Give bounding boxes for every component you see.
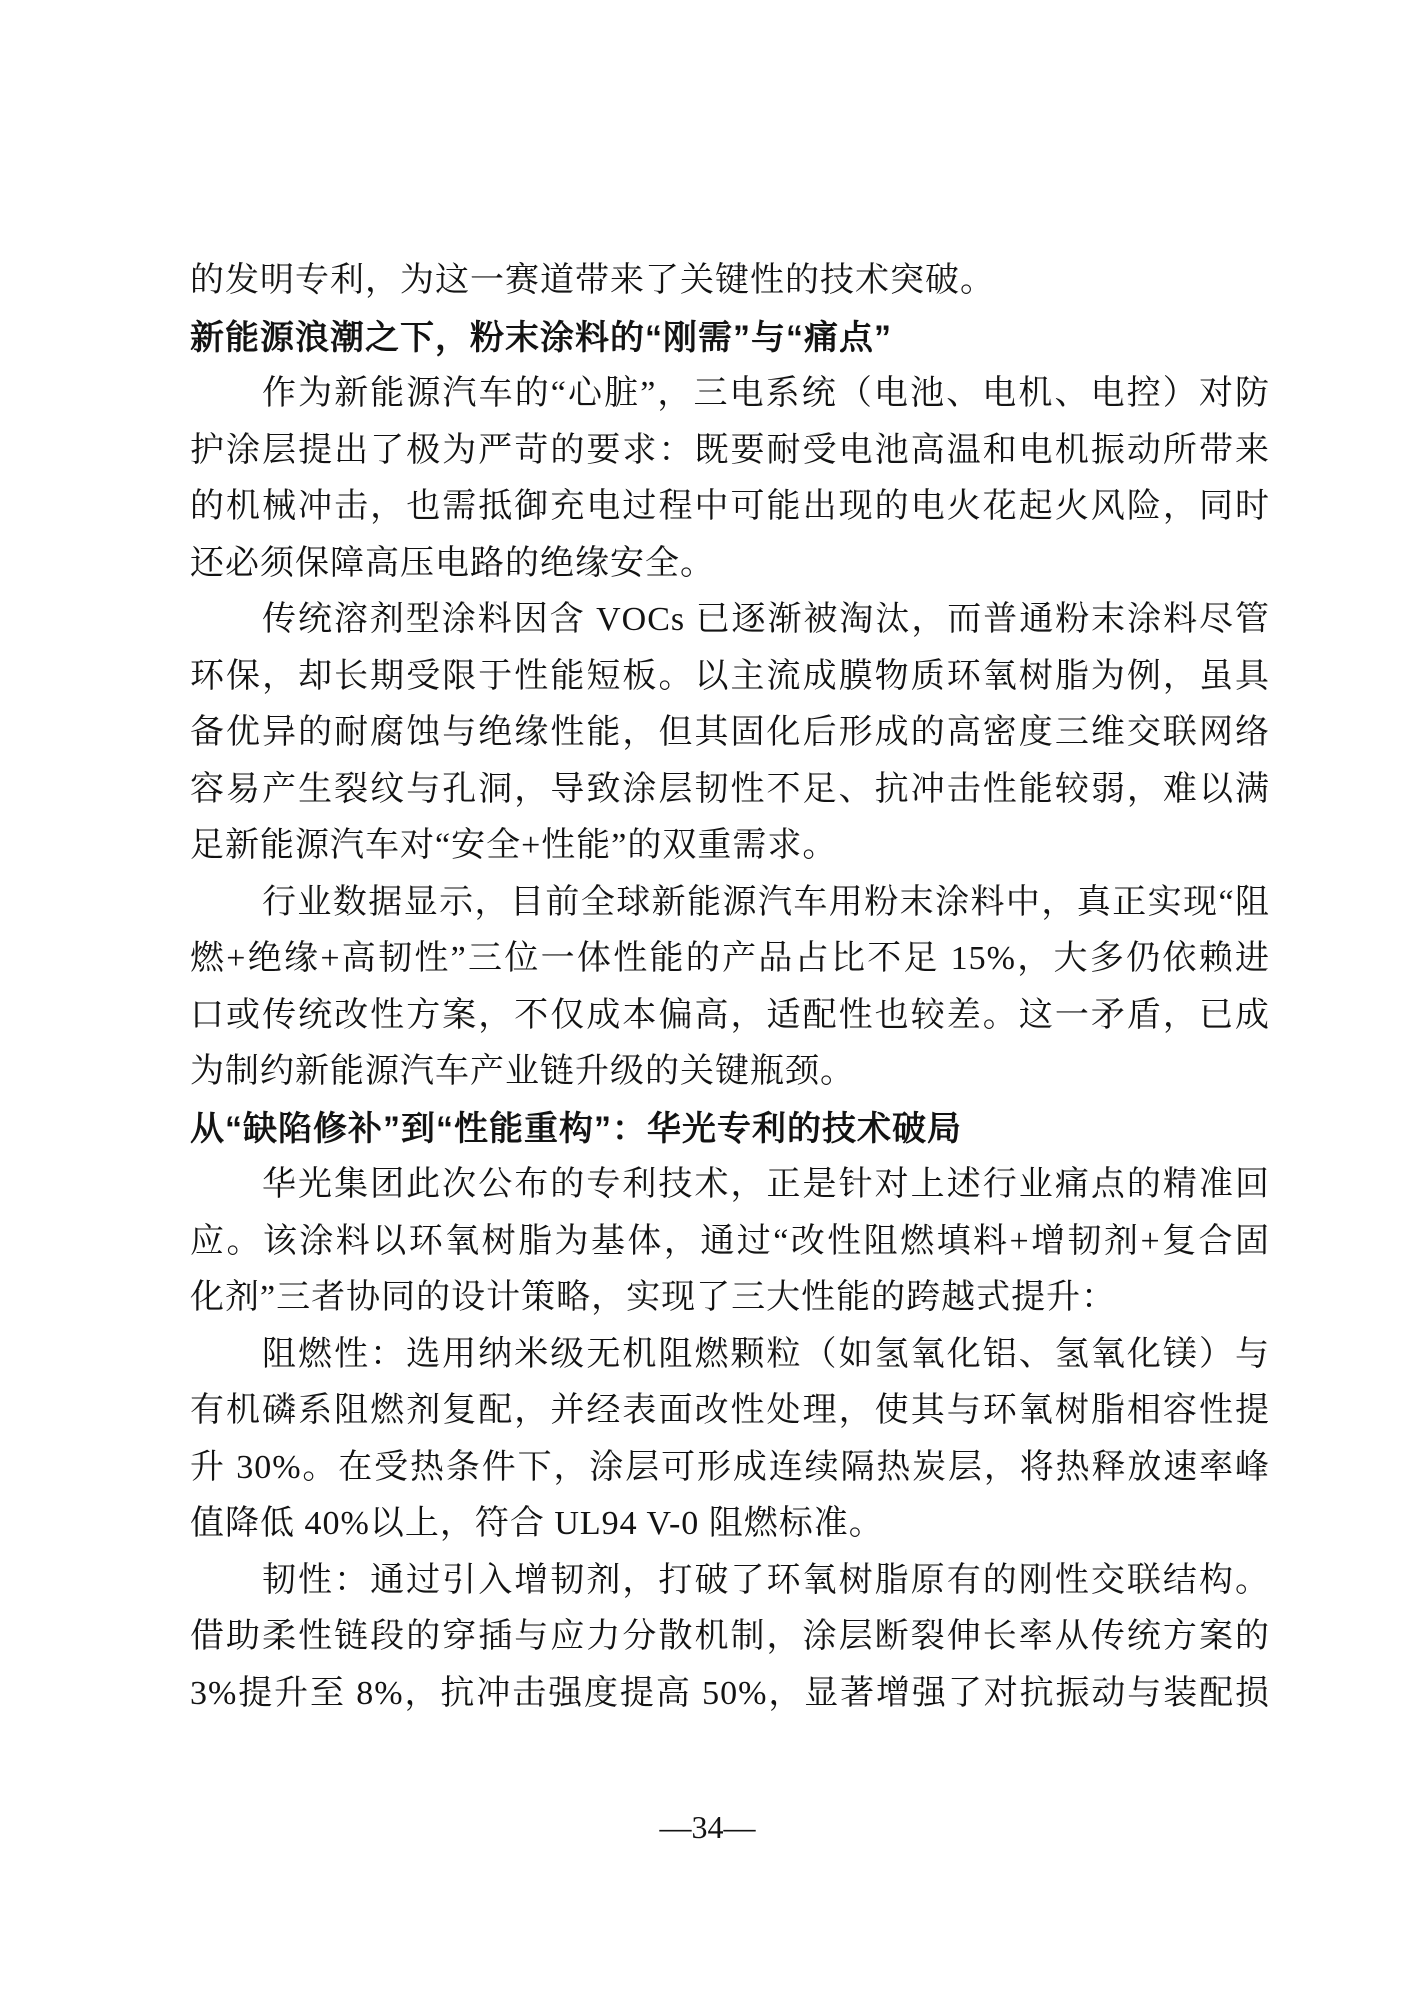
text-line: 行业数据显示，目前全球新能源汽车用粉末涂料中，真正实现“阻 (262, 883, 1270, 921)
text-line: 3%提升至 8%，抗冲击强度提高 50%，显著增强了对抗振动与装配损 (190, 1674, 1270, 1712)
section-heading: 新能源浪潮之下，粉末涂料的“刚需”与“痛点” (190, 318, 892, 357)
text-line: 的发明专利，为这一赛道带来了关键性的技术突破。 (190, 262, 995, 299)
text-line: 传统溶剂型涂料因含 VOCs 已逐渐被淘汰，而普通粉末涂料尽管 (262, 601, 1270, 638)
text-line: 阻燃性：选用纳米级无机阻燃颗粒（如氢氧化铝、氢氧化镁）与 (262, 1335, 1270, 1373)
text-line: 容易产生裂纹与孔洞，导致涂层韧性不足、抗冲击性能较弱，难以满 (190, 770, 1270, 808)
text-line: 有机磷系阻燃剂复配，并经表面改性处理，使其与环氧树脂相容性提 (190, 1392, 1270, 1429)
text-line: 的机械冲击，也需抵御充电过程中可能出现的电火花起火风险，同时 (190, 488, 1270, 525)
text-line: 足新能源汽车对“安全+性能”的双重需求。 (190, 827, 838, 864)
text-line: 为制约新能源汽车产业链升级的关键瓶颈。 (190, 1053, 855, 1090)
text-line: 护涂层提出了极为严苛的要求：既要耐受电池高温和电机振动所带来 (190, 431, 1270, 469)
page-number: —34— (659, 1809, 756, 1845)
text-line: 值降低 40%以上，符合 UL94 V-0 阻燃标准。 (190, 1505, 884, 1542)
text-line: 还必须保障高压电路的绝缘安全。 (190, 544, 715, 582)
text-line: 口或传统改性方案，不仅成本偏高，适配性也较差。这一矛盾，已成 (190, 996, 1270, 1034)
text-line: 借助柔性链段的穿插与应力分散机制，涂层断裂伸长率从传统方案的 (190, 1618, 1270, 1655)
text-line: 应。该涂料以环氧树脂为基体，通过“改性阻燃填料+增韧剂+复合固 (190, 1222, 1270, 1260)
text-line: 华光集团此次公布的专利技术，正是针对上述行业痛点的精准回 (262, 1166, 1270, 1203)
text-line: 备优异的耐腐蚀与绝缘性能，但其固化后形成的高密度三维交联网络 (190, 714, 1270, 751)
text-line: 燃+绝缘+高韧性”三位一体性能的产品占比不足 15%，大多仍依赖进 (190, 940, 1270, 977)
text-line: 韧性：通过引入增韧剂，打破了环氧树脂原有的刚性交联结构。 (262, 1561, 1270, 1599)
text-line: 升 30%。在受热条件下，涂层可形成连续隔热炭层，将热释放速率峰 (190, 1448, 1270, 1486)
text-line: 化剂”三者协同的设计策略，实现了三大性能的跨越式提升： (190, 1279, 1117, 1316)
text-block (190, 253, 1270, 1722)
text-line: 作为新能源汽车的“心脏”，三电系统（电池、电机、电控）对防 (262, 375, 1270, 412)
section-heading: 从“缺陷修补”到“性能重构”：华光专利的技术破局 (190, 1109, 962, 1148)
text-line: 环保，却长期受限于性能短板。以主流成膜物质环氧树脂为例，虽具 (190, 657, 1270, 695)
